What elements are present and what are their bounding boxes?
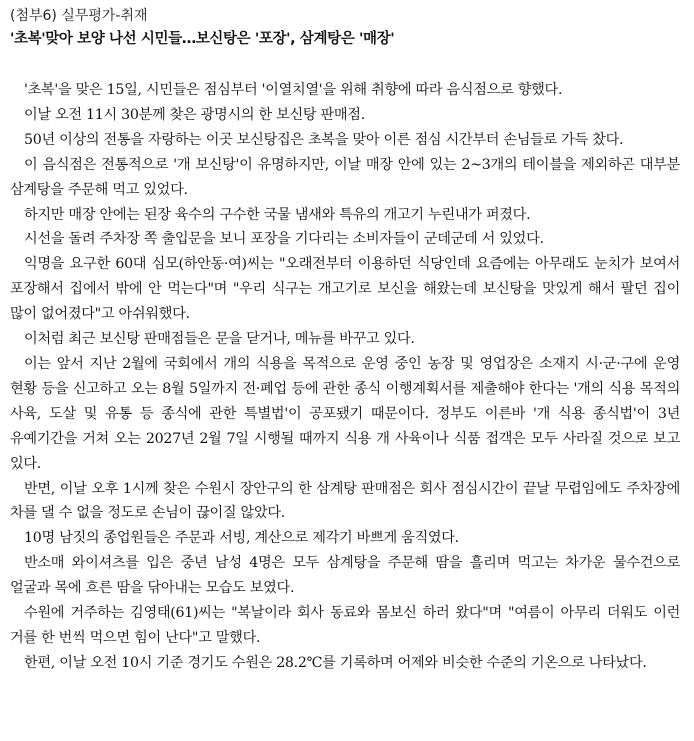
article-headline: '초복'맞아 보양 나선 시민들…보신탕은 '포장', 삼계탕은 '매장' [10, 31, 395, 47]
paragraph: 이는 앞서 지난 2월에 국회에서 개의 식용을 목적으로 운영 중인 농장 및 영업장은 소재지 시·군·구에 운영 현황 등을 신고하고 오는 8월 5일까지 전·폐업 등에 관한 종식 이행계획서를 제출해야 한다는 '개의 식용 목적의 사육, 도살 및 유통 등 종식에 관한 특별법'이 공포됐기 때문이다. 정부도 이른바 '개 식용 종식법'이 3년 유예기간을 거쳐 오는 2027년 2월 7일 시행될 때까지 식용 개 사육이나 식품 접객은 모두 사라질 것으로 보고 있다. [10, 355, 680, 472]
paragraph: 50년 이상의 전통을 자랑하는 이곳 보신탕집은 초복을 맞아 이른 점심 시간부터 손님들로 가득 찼다. [24, 131, 624, 148]
paragraph: 익명을 요구한 60대 심모(하안동·여)씨는 "오래전부터 이용하던 식당인데 요즘에는 아무래도 눈치가 보여서 포장해서 집에서 밖에 안 먹는다"며 "우리 식구는 개고기로 보신을 해왔는데 보신탕을 맛있게 해서 팔던 집이 많이 없어졌다"고 아쉬워했다. [10, 256, 680, 323]
paragraph: 수원에 거주하는 김영태(61)씨는 "복날이라 회사 동료와 몸보신 하러 왔다"며 "여름이 아무리 더워도 이런 거를 한 번씩 먹으면 힘이 난다"고 말했다. [10, 605, 680, 646]
attachment-label: (첨부6) 실무평가-취재 [10, 8, 148, 24]
paragraph: 10명 남짓의 종업원들은 주문과 서빙, 계산으로 제각기 바쁘게 움직였다. [24, 530, 459, 547]
paragraph: 시선을 돌려 주차장 쪽 출입문을 보니 포장을 기다리는 소비자들이 군데군데 서 있었다. [24, 231, 544, 248]
paragraph: 이처럼 최근 보신탕 판매점들은 문을 닫거나, 메뉴를 바꾸고 있다. [24, 331, 415, 348]
article-body [10, 78, 680, 676]
paragraph: 한편, 이날 오전 10시 기준 경기도 수원은 28.2℃를 기록하며 어제와 비슷한 수준의 기온으로 나타났다. [24, 654, 647, 671]
paragraph: 반면, 이날 오후 1시께 찾은 수원시 장안구의 한 삼계탕 판매점은 회사 점심시간이 끝날 무렵임에도 주차장에 차를 댈 수 없을 정도로 손님이 끊이질 않았다. [10, 480, 680, 522]
paragraph: '초복'을 맞은 15일, 시민들은 점심부터 '이열치열'을 위해 취향에 따라 음식점으로 향했다. [24, 82, 563, 98]
paragraph: 반소매 와이셔츠를 입은 중년 남성 4명은 모두 삼계탕을 주문해 땀을 흘리며 먹고는 차가운 물수건으로 얼굴과 목에 흐른 땀을 닦아내는 모습도 보였다. [10, 555, 680, 597]
paragraph: 이 음식점은 전통적으로 '개 보신탕'이 유명하지만, 이날 매장 안에 있는 2~3개의 테이블을 제외하곤 대부분 삼계탕을 주문해 먹고 있었다. [10, 156, 680, 198]
paragraph: 이날 오전 11시 30분께 찾은 광명시의 한 보신탕 판매점. [24, 106, 365, 123]
paragraph: 하지만 매장 안에는 된장 육수의 구수한 국물 냄새와 특유의 개고기 누린내가 퍼졌다. [24, 206, 531, 223]
